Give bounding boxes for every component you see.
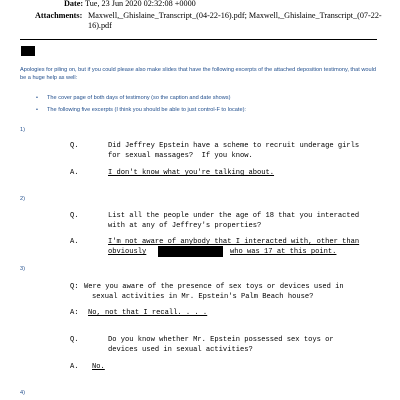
redaction-box <box>158 246 223 257</box>
answer-text: who was 17 at this point. <box>230 248 337 256</box>
date-label: Date: <box>64 0 84 8</box>
question-label: Q. <box>70 142 79 150</box>
answer-text: I'm not aware of anybody that I interacted with, other than <box>108 238 360 246</box>
excerpt-number: 2) <box>20 196 25 202</box>
list-item: • The following five excerpts (I think you should be able to just control-F to locate): <box>36 107 246 113</box>
answer-text: No, not that I recall. . . . <box>88 309 208 317</box>
attachment-link-line1[interactable]: Maxwell,_Ghislaine_Transcript_(04-22-16).pdf; Maxwell,_Ghislaine_Transcript_(07-22- <box>88 11 382 20</box>
bullet-icon: • <box>36 95 38 101</box>
excerpt-number: 1) <box>20 127 25 133</box>
answer-label: A. <box>70 238 79 246</box>
attachments-label: Attachments: <box>35 11 83 20</box>
excerpt-number: 4) <box>20 390 25 396</box>
question-label: Q: <box>70 283 79 291</box>
date-value: Tue, 23 Jun 2020 02:32:08 +0000 <box>85 0 196 8</box>
request-list <box>36 95 246 119</box>
question-text: List all the people under the age of 18 that you interacted with at any of Jeffrey's properties? <box>108 212 360 230</box>
question-text: Did Jeffrey Epstein have a scheme to recruit underage girls for sexual massages? If you know. <box>108 142 360 160</box>
intro-paragraph: Apologies for piling on, but if you could please also make slides that have the following excerpts of the attached deposition testimony, that would be a huge help as well: <box>20 67 376 81</box>
attachment-link-line2[interactable]: 16).pdf <box>88 21 112 30</box>
answer-label: A. <box>70 363 79 371</box>
answer-text: I don't know what you're talking about. <box>108 169 275 177</box>
question-label: Q. <box>70 212 79 220</box>
question-text: Were you aware of the presence of sex toys or devices used in sexual activities in Mr. Epstein's Palm Beach house? <box>84 283 344 301</box>
date-row <box>64 0 196 9</box>
list-item: • The cover page of both days of testimony (so the caption and date shows) <box>36 95 231 101</box>
excerpt-number: 3) <box>20 266 25 272</box>
question-label: Q. <box>70 336 79 344</box>
redaction-box <box>21 46 35 56</box>
answer-text: obviously <box>108 248 147 256</box>
answer-label: A. <box>70 169 79 177</box>
answer-label: A: <box>70 309 79 317</box>
bullet-icon: • <box>36 107 38 113</box>
answer-text: No. <box>92 363 105 371</box>
header-divider <box>20 39 377 40</box>
question-text: Do you know whether Mr. Epstein possessed sex toys or devices used in sexual activities? <box>108 336 334 354</box>
